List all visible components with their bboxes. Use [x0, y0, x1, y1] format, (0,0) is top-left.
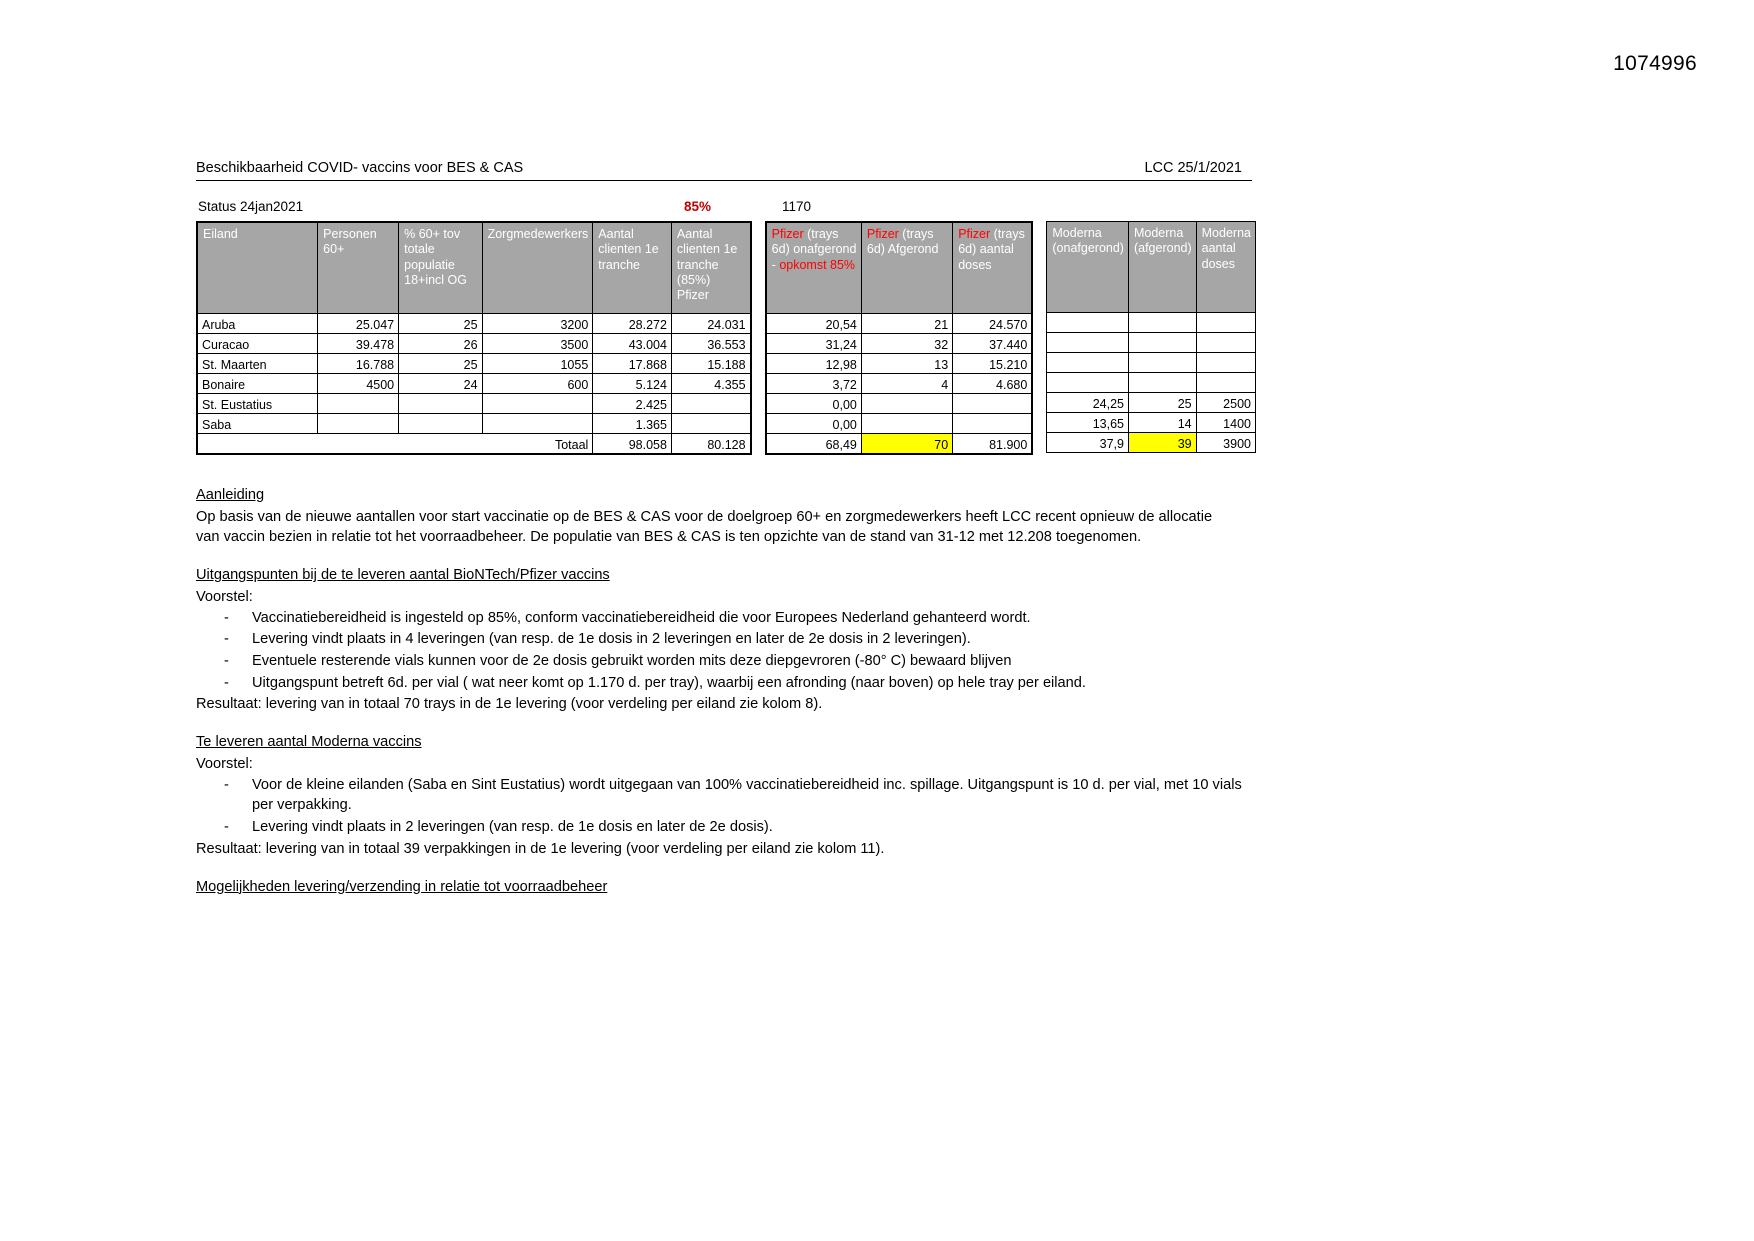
table-total-row — [1047, 433, 1256, 453]
label-voorstel-pfizer: Voorstel: — [196, 588, 253, 605]
bullet-dash: - — [224, 609, 229, 626]
col-header-moderna-afgerond: Moderna (afgerond) — [1128, 222, 1196, 313]
table-row — [766, 334, 1033, 354]
list-item — [196, 775, 1252, 816]
table-row — [197, 334, 751, 354]
cell-pct-60 — [399, 414, 482, 434]
total-clienten-85: 80.128 — [671, 434, 750, 455]
cell-eiland: Curacao — [197, 334, 318, 354]
table-row — [197, 414, 751, 434]
list-item-text: Levering vindt plaats in 4 leveringen (van resp. de 1e dosis in 2 leveringen en later de 2e dosis in 2 leveringen). — [252, 631, 971, 648]
moderna-table-header-row — [1047, 222, 1256, 313]
cell-moderna-doses: 1400 — [1196, 413, 1255, 433]
total-label: Totaal — [197, 434, 593, 455]
cell-eiland: St. Maarten — [197, 354, 318, 374]
pfizer-bullet-list — [196, 608, 1252, 694]
cell-zorg: 600 — [482, 374, 593, 394]
cell-moderna-doses — [1196, 353, 1255, 373]
island-table-body — [197, 314, 751, 455]
cell-pfizer-onafgerond: 0,00 — [766, 394, 862, 414]
moderna-bullet-list — [196, 775, 1252, 838]
brand-pfizer-text: Pfizer — [958, 227, 991, 241]
cell-pfizer-doses: 15.210 — [953, 354, 1033, 374]
list-item-text: Uitgangspunt betreft 6d. per vial ( wat neer komt op 1.170 d. per tray), waarbij een afronding (naar boven) op hele tray per eiland. — [252, 674, 1086, 691]
total-moderna-onafgerond: 37,9 — [1047, 433, 1129, 453]
cell-personen-60 — [318, 394, 399, 414]
cell-moderna-onafgerond: 13,65 — [1047, 413, 1129, 433]
cell-clienten-85: 4.355 — [671, 374, 750, 394]
table-row — [1047, 373, 1256, 393]
list-item-text: Eventuele resterende vials kunnen voor de 2e dosis gebruikt worden mits deze diepgevroren (-80° C) bewaard blijven — [252, 653, 1012, 670]
cell-clienten-85 — [671, 394, 750, 414]
list-item — [196, 629, 1252, 650]
document-reference: LCC 25/1/2021 — [1144, 160, 1242, 176]
list-item — [196, 817, 1252, 838]
label-voorstel-moderna: Voorstel: — [196, 755, 253, 772]
paragraph-gap — [196, 715, 1252, 732]
cell-moderna-afgerond — [1128, 313, 1196, 333]
col-header-pfizer-afgerond-rest: (trays 6d) Afgerond — [866, 227, 939, 257]
document-header — [196, 160, 1252, 181]
table-row — [766, 354, 1033, 374]
cell-personen-60: 4500 — [318, 374, 399, 394]
cell-moderna-afgerond — [1128, 333, 1196, 353]
table-row — [197, 374, 751, 394]
col-header-pfizer-doses-rest: (trays 6d) aantal doses — [958, 227, 1025, 272]
bullet-dash: - — [224, 653, 229, 670]
table-row — [766, 314, 1033, 334]
list-item-text: Voor de kleine eilanden (Saba en Sint Eustatius) wordt uitgegaan van 100% vaccinatiebereidheid inc. spillage. Uitgangspunt is 10 d. per vial, met 10 vials per verpakking. — [252, 776, 1242, 814]
cell-eiland: St. Eustatius — [197, 394, 318, 414]
cell-pfizer-onafgerond: 3,72 — [766, 374, 862, 394]
cell-moderna-onafgerond: 24,25 — [1047, 393, 1129, 413]
col-header-pct-60: % 60+ tov totale populatie 18+incl OG — [399, 222, 482, 314]
col-header-clienten-85-pfizer: Aantal clienten 1e tranche (85%) Pfizer — [671, 222, 750, 314]
cell-pfizer-onafgerond: 31,24 — [766, 334, 862, 354]
cell-zorg — [482, 414, 593, 434]
col-header-pfizer-onafgerond-rest: (trays 6d) onafgerond - — [771, 227, 857, 272]
cell-pfizer-afgerond: 13 — [861, 354, 952, 374]
cell-pfizer-afgerond: 4 — [861, 374, 952, 394]
cell-clienten-85: 15.188 — [671, 354, 750, 374]
total-moderna-doses: 3900 — [1196, 433, 1255, 453]
cell-pfizer-doses — [953, 414, 1033, 434]
table-row — [197, 314, 751, 334]
cell-personen-60: 16.788 — [318, 354, 399, 374]
table-row — [1047, 313, 1256, 333]
table-row — [1047, 353, 1256, 373]
cell-pct-60: 25 — [399, 314, 482, 334]
pfizer-table-body — [766, 314, 1033, 455]
cell-pfizer-afgerond — [861, 394, 952, 414]
bullet-dash: - — [224, 631, 229, 648]
cell-moderna-afgerond — [1128, 373, 1196, 393]
bullet-dash: - — [224, 776, 229, 793]
document-content — [196, 160, 1256, 898]
col-header-pfizer-afgerond — [861, 222, 952, 314]
total-pfizer-doses: 81.900 — [953, 434, 1033, 455]
cell-moderna-afgerond: 25 — [1128, 393, 1196, 413]
table-row — [1047, 393, 1256, 413]
cell-clienten-1e: 28.272 — [593, 314, 672, 334]
paragraph-gap — [196, 548, 1252, 565]
doses-per-tray-note: 1170 — [782, 199, 812, 214]
brand-pfizer-text: Pfizer — [771, 227, 804, 241]
col-header-pfizer-onafgerond-tail: opkomst 85% — [779, 257, 856, 272]
pfizer-result-line: Resultaat: levering van in totaal 70 trays in de 1e levering (voor verdeling per eiland zie kolom 8). — [196, 696, 823, 713]
cell-personen-60 — [318, 414, 399, 434]
paragraph-gap — [196, 860, 1252, 877]
list-item — [196, 651, 1252, 672]
cell-eiland: Saba — [197, 414, 318, 434]
island-table — [196, 221, 752, 455]
cell-pfizer-doses — [953, 394, 1033, 414]
document-body — [196, 485, 1252, 897]
pfizer-table — [765, 221, 1034, 455]
cell-moderna-doses — [1196, 373, 1255, 393]
heading-mogelijkheden-levering: Mogelijkheden levering/verzending in relatie tot voorraadbeheer — [196, 878, 608, 895]
cell-pfizer-afgerond: 21 — [861, 314, 952, 334]
cell-moderna-doses — [1196, 333, 1255, 353]
bullet-dash: - — [224, 819, 229, 836]
table-row — [197, 354, 751, 374]
cell-clienten-85 — [671, 414, 750, 434]
list-item-text: Vaccinatiebereidheid is ingesteld op 85%, conform vaccinatiebereidheid die voor Europees Nederland gehanteerd wordt. — [252, 609, 1031, 626]
list-item — [196, 608, 1252, 629]
cell-personen-60: 39.478 — [318, 334, 399, 354]
table-row — [1047, 413, 1256, 433]
list-item-text: Levering vindt plaats in 2 leveringen (van resp. de 1e dosis en later de 2e dosis). — [252, 819, 773, 836]
cell-clienten-1e: 43.004 — [593, 334, 672, 354]
heading-pfizer-uitgangspunten: Uitgangspunten bij de te leveren aantal BioNTech/Pfizer vaccins — [196, 567, 610, 584]
cell-moderna-doses — [1196, 313, 1255, 333]
total-pfizer-afgerond-highlight: 70 — [861, 434, 952, 455]
pfizer-table-header-row — [766, 222, 1033, 314]
col-header-pfizer-onafgerond — [766, 222, 862, 314]
document-title: Beschikbaarheid COVID- vaccins voor BES & CAS — [196, 160, 524, 176]
cell-clienten-85: 36.553 — [671, 334, 750, 354]
cell-zorg: 3500 — [482, 334, 593, 354]
tables-container — [196, 221, 1256, 455]
col-header-moderna-doses: Moderna aantal doses — [1196, 222, 1255, 313]
uptake-percentage-note: 85% — [684, 199, 712, 214]
total-moderna-afgerond-highlight: 39 — [1128, 433, 1196, 453]
aanleiding-line-2: van vaccin bezien in relatie tot het voorraadbeheer. De populatie van BES & CAS is ten opzichte van de stand van 31-12 met 12.208 toegenomen. — [196, 529, 1142, 546]
col-header-pfizer-doses — [953, 222, 1033, 314]
cell-moderna-afgerond: 14 — [1128, 413, 1196, 433]
island-table-header-row — [197, 222, 751, 314]
col-header-clienten-1e-tranche: Aantal clienten 1e tranche — [593, 222, 672, 314]
cell-clienten-1e: 1.365 — [593, 414, 672, 434]
cell-pfizer-onafgerond: 20,54 — [766, 314, 862, 334]
cell-moderna-onafgerond — [1047, 333, 1129, 353]
heading-moderna: Te leveren aantal Moderna vaccins — [196, 734, 422, 751]
cell-moderna-onafgerond — [1047, 353, 1129, 373]
cell-pfizer-onafgerond: 0,00 — [766, 414, 862, 434]
status-row — [196, 195, 1256, 221]
table-row — [766, 414, 1033, 434]
col-header-moderna-onafgerond: Moderna (onafgerond) — [1047, 222, 1129, 313]
cell-clienten-1e: 2.425 — [593, 394, 672, 414]
document-number: 1074996 — [1613, 52, 1697, 75]
cell-pct-60: 26 — [399, 334, 482, 354]
moderna-result-line: Resultaat: levering van in totaal 39 verpakkingen in de 1e levering (voor verdeling per eiland zie kolom 11). — [196, 840, 885, 857]
status-label: Status 24jan2021 — [198, 199, 304, 214]
cell-clienten-1e: 5.124 — [593, 374, 672, 394]
table-row — [766, 394, 1033, 414]
cell-zorg — [482, 394, 593, 414]
cell-clienten-85: 24.031 — [671, 314, 750, 334]
cell-eiland: Aruba — [197, 314, 318, 334]
aanleiding-line-1: Op basis van de nieuwe aantallen voor start vaccinatie op de BES & CAS voor de doelgroep 60+ en zorgmedewerkers heeft LCC recent opnieuw de allocatie — [196, 508, 1213, 525]
total-clienten-1e: 98.058 — [593, 434, 672, 455]
cell-moderna-onafgerond — [1047, 373, 1129, 393]
cell-pfizer-onafgerond: 12,98 — [766, 354, 862, 374]
table-row — [1047, 333, 1256, 353]
cell-zorg: 1055 — [482, 354, 593, 374]
table-row — [766, 374, 1033, 394]
cell-pfizer-doses: 24.570 — [953, 314, 1033, 334]
cell-pct-60: 24 — [399, 374, 482, 394]
col-header-eiland: Eiland — [197, 222, 318, 314]
bullet-dash: - — [224, 674, 229, 691]
cell-pct-60 — [399, 394, 482, 414]
moderna-table-body — [1047, 313, 1256, 453]
table-row — [197, 394, 751, 414]
cell-zorg: 3200 — [482, 314, 593, 334]
cell-eiland: Bonaire — [197, 374, 318, 394]
table-total-row — [766, 434, 1033, 455]
cell-clienten-1e: 17.868 — [593, 354, 672, 374]
cell-pfizer-afgerond — [861, 414, 952, 434]
col-header-zorgmedewerkers: Zorgmedewerkers — [482, 222, 593, 314]
cell-moderna-doses: 2500 — [1196, 393, 1255, 413]
cell-pfizer-doses: 37.440 — [953, 334, 1033, 354]
cell-moderna-afgerond — [1128, 353, 1196, 373]
col-header-personen-60: Personen 60+ — [318, 222, 399, 314]
cell-pct-60: 25 — [399, 354, 482, 374]
total-pfizer-onafgerond: 68,49 — [766, 434, 862, 455]
cell-pfizer-doses: 4.680 — [953, 374, 1033, 394]
cell-moderna-onafgerond — [1047, 313, 1129, 333]
brand-pfizer-text: Pfizer — [866, 227, 899, 241]
heading-aanleiding: Aanleiding — [196, 487, 265, 503]
moderna-table — [1046, 221, 1256, 453]
list-item — [196, 673, 1252, 694]
cell-pfizer-afgerond: 32 — [861, 334, 952, 354]
cell-personen-60: 25.047 — [318, 314, 399, 334]
table-total-row — [197, 434, 751, 455]
